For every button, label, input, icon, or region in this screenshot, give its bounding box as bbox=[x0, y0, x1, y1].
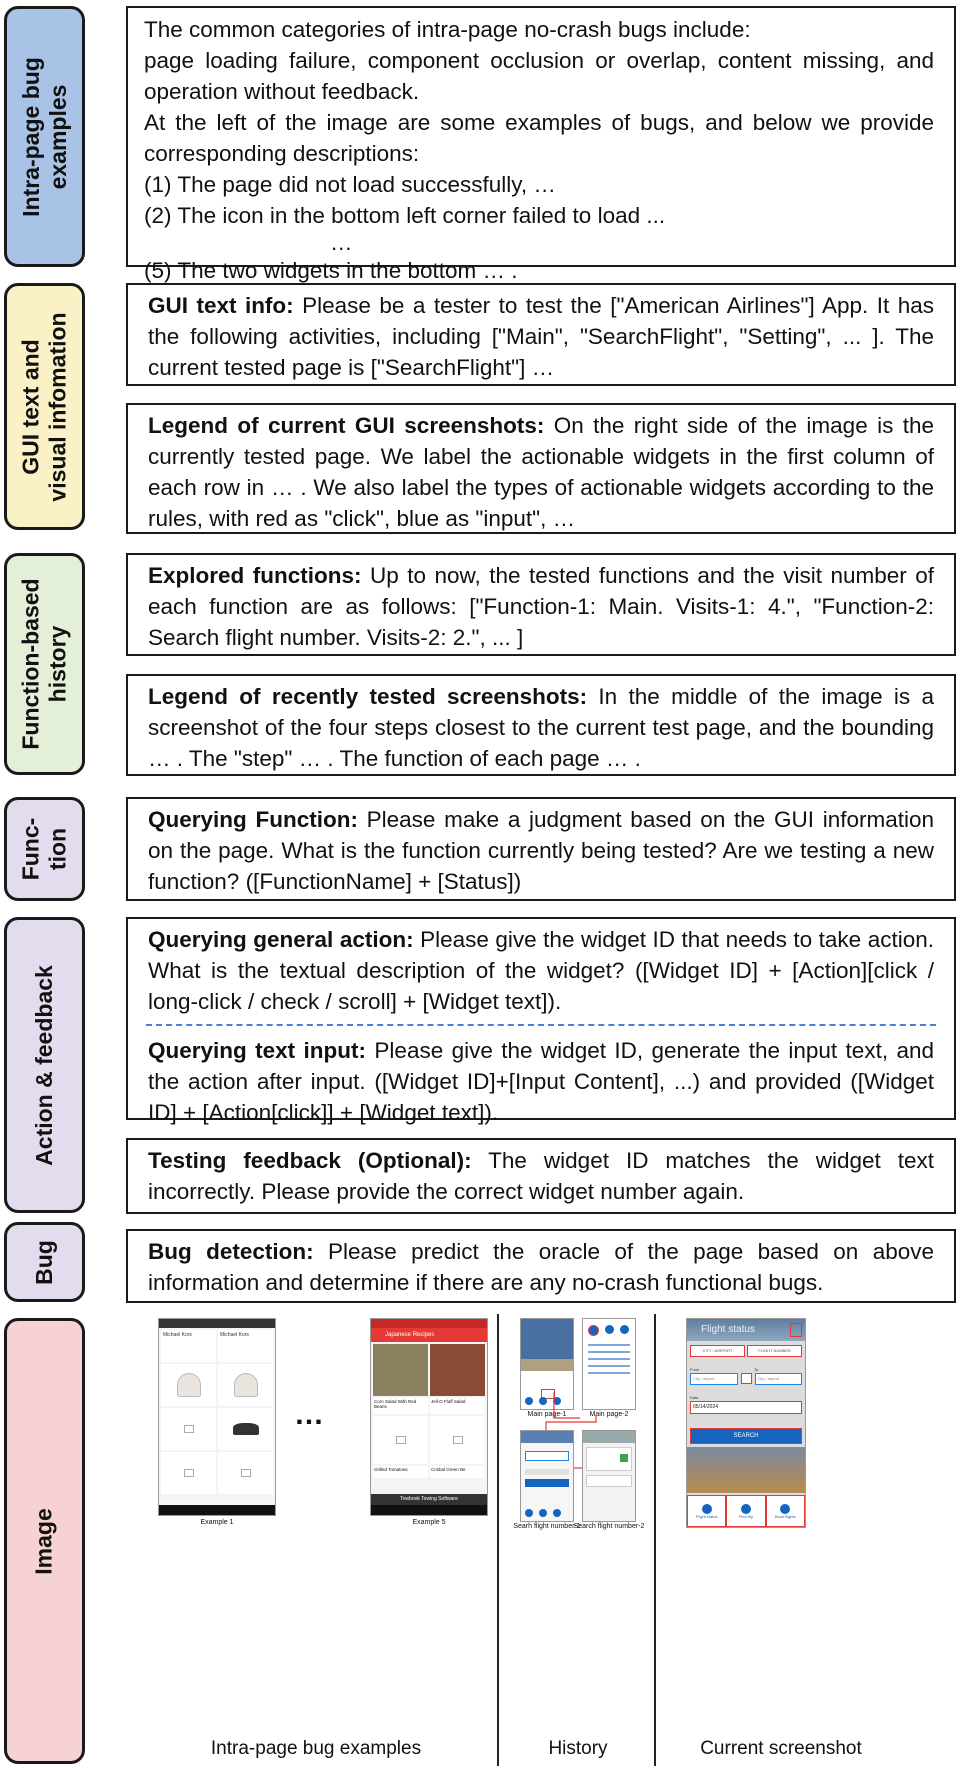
search-flight-number-2-screenshot bbox=[582, 1430, 636, 1522]
main-page-1-caption: Main page-1 bbox=[527, 1411, 567, 1418]
broken-image-placeholder bbox=[218, 1452, 273, 1494]
nav-find-trip: Find trip bbox=[726, 1495, 765, 1527]
tab-intra-page-bug-examples bbox=[4, 6, 85, 267]
flight-number-tab: FLIGHT NUMBER bbox=[747, 1345, 802, 1357]
text-input bbox=[148, 1035, 934, 1128]
tab-label: Intra-page bug examples bbox=[17, 56, 71, 217]
testing-feedback-box bbox=[126, 1138, 956, 1214]
intra-page-bug-box bbox=[126, 6, 956, 283]
tab-bug bbox=[4, 1222, 85, 1302]
recipe-title: Grilled Tomatoes bbox=[373, 1466, 428, 1478]
tab-label: GUI text and visual infomation bbox=[17, 311, 71, 502]
example-5-caption: Example 5 bbox=[412, 1519, 446, 1526]
explored-functions-box bbox=[126, 553, 956, 656]
explored-functions-title: Explored functions: bbox=[148, 563, 362, 588]
recipe-title: Jell-O Fluff Salad bbox=[430, 1398, 485, 1414]
broken-image-placeholder bbox=[161, 1408, 216, 1450]
recipe-photo bbox=[430, 1344, 485, 1396]
general-action bbox=[148, 924, 934, 1017]
recipe-photo bbox=[373, 1344, 428, 1396]
intra-item-2: (2) The icon in the bottom left corner failed to load ... bbox=[144, 203, 666, 228]
search-flight-number-2-caption: Search flight number-2 bbox=[573, 1523, 645, 1530]
search-button: SEARCH bbox=[690, 1428, 802, 1444]
tab-function bbox=[4, 797, 85, 901]
recipe-title: Corn Salad With Red Beans bbox=[373, 1398, 428, 1414]
broken-image-placeholder bbox=[430, 1416, 485, 1464]
from-input: City / airport bbox=[690, 1373, 738, 1385]
nav-book-flights: Book flights bbox=[766, 1495, 805, 1527]
image-panel bbox=[126, 1318, 956, 1766]
gui-text-info-box bbox=[126, 283, 956, 386]
example-5-screenshot bbox=[370, 1318, 488, 1516]
tab-label: Image bbox=[30, 1507, 57, 1575]
testing-feedback-title: Testing feedback (Optional): bbox=[148, 1148, 472, 1173]
recent-legend-body: In the middle of the image is a screenshot of the four steps closest to the current test page, and the bounding … . The "step" … . The function of each page … . bbox=[148, 684, 934, 771]
querying-function-body: Please make a judgment based on the GUI information on the page. What is the function currently being tested? Are we testing a new function? ([FunctionName] + [Status]) bbox=[148, 807, 934, 894]
action-box bbox=[126, 917, 956, 1125]
flight-status-title: Flight status bbox=[701, 1324, 755, 1335]
swap-button bbox=[741, 1373, 752, 1384]
gui-legend-body: On the right side of the image is the currently tested page. We label the actionable widgets in the first column of each row in … . We also label the types of actionable widgets according to the rules, with red as "click", blue as "input", … bbox=[148, 413, 934, 531]
recent-legend-title: Legend of recently tested screenshots: bbox=[148, 684, 588, 709]
tab-action-feedback bbox=[4, 917, 85, 1213]
intra-line-1: The common categories of intra-page no-crash bugs include: bbox=[144, 17, 751, 42]
tab-function-history bbox=[4, 553, 85, 775]
querying-function-box bbox=[126, 797, 956, 901]
shoe-image bbox=[161, 1364, 216, 1406]
tab-image bbox=[4, 1318, 85, 1764]
dashed-divider bbox=[146, 1024, 936, 1026]
querying-function-title: Querying Function: bbox=[148, 807, 358, 832]
current-screenshot: Flight status CITY / AIRPORT FLIGHT NUMBER From To City / airport City / airport Date 05/14/2024 SEARCH Flight status Find trip Book flights bbox=[686, 1318, 806, 1528]
recent-legend-box bbox=[126, 674, 956, 776]
main-page-2-caption: Main page-2 bbox=[589, 1411, 629, 1418]
intra-item-1: (1) The page did not load successfully, … bbox=[144, 172, 556, 197]
text-input-title: Querying text input: bbox=[148, 1038, 367, 1063]
shoe-image bbox=[218, 1364, 273, 1406]
tab-label: Bug bbox=[31, 1239, 57, 1285]
tab-label: Func- tion bbox=[17, 817, 71, 881]
caption-current-screenshot: Current screenshot bbox=[700, 1738, 862, 1759]
intra-ellipsis: … bbox=[330, 230, 353, 255]
example-1-caption: Example 1 bbox=[200, 1519, 234, 1526]
divider-right bbox=[654, 1314, 656, 1766]
date-input: 05/14/2024 bbox=[690, 1401, 802, 1414]
general-action-title: Querying general action: bbox=[148, 927, 414, 952]
broken-image-placeholder bbox=[161, 1452, 216, 1494]
intra-item-5: (5) The two widgets in the bottom … . bbox=[144, 258, 518, 283]
recipes-header: Japanese Recipes bbox=[371, 1328, 487, 1342]
explored-functions-body: Up to now, the tested functions and the visit number of each function are as follows: ["Function-1: Main. Visits-1: 4.", "Function-2: Search flight number. Visits-2: 2.", ... ] bbox=[148, 563, 934, 650]
bug-detection-title: Bug detection: bbox=[148, 1239, 314, 1264]
tab-label: Action & feedback bbox=[31, 964, 57, 1166]
bug-detection-body: Please predict the oracle of the page based on above information and determine if there are any no-crash functional bugs. bbox=[148, 1239, 934, 1295]
divider-left bbox=[497, 1314, 499, 1766]
intra-line-2: page loading failure, component occlusion or overlap, content missing, and operation without feedback. bbox=[144, 48, 934, 104]
shoe-image bbox=[218, 1408, 273, 1450]
gui-text-info-title: GUI text info: bbox=[148, 293, 294, 318]
intra-line-3: At the left of the image are some examples of bugs, and below we provide corresponding descriptions: bbox=[144, 110, 934, 166]
nav-flight-status: Flight status bbox=[687, 1495, 726, 1527]
testing-feedback-body: The widget ID matches the widget text incorrectly. Please provide the correct widget number again. bbox=[148, 1148, 934, 1204]
caption-history: History bbox=[548, 1738, 608, 1759]
gui-legend-title: Legend of current GUI screenshots: bbox=[148, 413, 545, 438]
recipe-title: Crisbal Green Be bbox=[430, 1466, 485, 1478]
product-card: Michael Kors bbox=[218, 1330, 273, 1362]
examples-ellipsis: … bbox=[294, 1398, 324, 1431]
gui-legend-box bbox=[126, 403, 956, 534]
general-action-body: Please give the widget ID that needs to take action. What is the textual description of the widget? ([Widget ID] + [Action][click / long-click / check / scroll] + [Widget text]). bbox=[148, 927, 934, 1014]
example-1-screenshot bbox=[158, 1318, 276, 1516]
widget-box-1 bbox=[790, 1323, 802, 1337]
gui-text-info-body: Please be a tester to test the ["American Airlines"] App. It has the following activities, including ["Main", "SearchFlight", "Setting", ... ]. The current tested page is ["SearchFlight"] … bbox=[148, 293, 934, 380]
tab-gui-text-visual bbox=[4, 283, 85, 530]
text-input-body: Please give the widget ID, generate the input text, and the action after input. ([Widget ID]+[Input Content], ...) and provided ([Widget ID] + [Action[click]] + [Widget text]). bbox=[148, 1038, 935, 1125]
ad-banner: Towbook Towing Software bbox=[371, 1494, 487, 1505]
bug-detection-box bbox=[126, 1229, 956, 1303]
city-airport-tab: CITY / AIRPORT bbox=[690, 1345, 745, 1357]
search-flight-number-1-caption: Searh flight number-1 bbox=[513, 1523, 581, 1530]
tab-label: Function-based history bbox=[17, 578, 71, 750]
product-card: Michael Kors bbox=[161, 1330, 216, 1362]
search-flight-number-1-screenshot bbox=[520, 1430, 574, 1522]
to-input: City / airport bbox=[755, 1373, 803, 1385]
broken-image-placeholder bbox=[373, 1416, 428, 1464]
caption-intra-page-bug-examples: Intra-page bug examples bbox=[210, 1738, 422, 1759]
